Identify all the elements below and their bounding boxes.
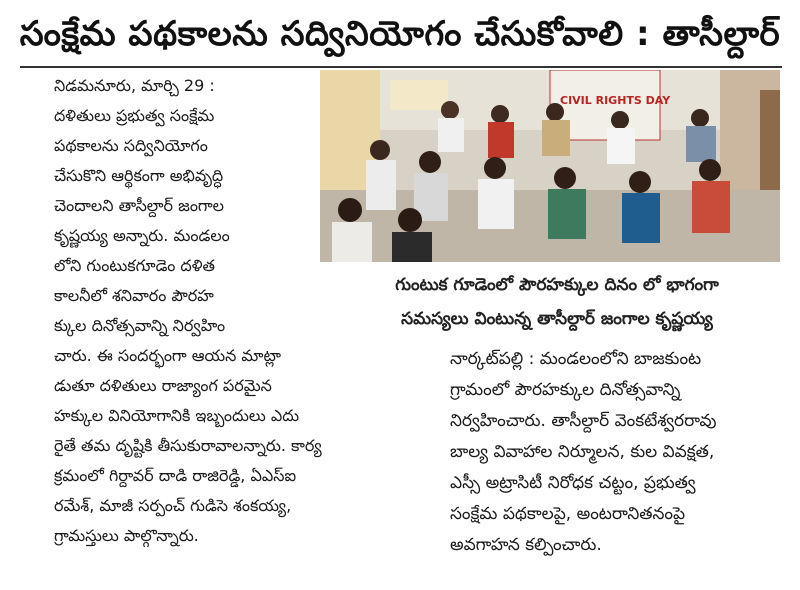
left-line: చారు. ఈ సందర్భంగా ఆయన మాట్లా — [54, 346, 281, 365]
left-line: గ్రామస్తులు పాల్గొన్నారు. — [54, 526, 199, 545]
left-line: చేసుకొని ఆర్థికంగా అభివృద్ధి — [54, 166, 224, 185]
right-line: నిర్వహించారు. తాసీల్దార్ వెంకటేశ్వరరావు — [450, 411, 717, 431]
headline-rule — [20, 66, 782, 68]
right-line: సంక్షేమ పథకాలపై, అంటరానితనంపై — [450, 504, 686, 524]
headline: సంక్షేమ పథకాలను సద్వినియోగం చేసుకోవాలి : తాసీల్దార్ — [19, 14, 781, 54]
left-line: కాలనీలో శనివారం పౌరహ — [54, 286, 214, 305]
right-line: ఎస్సీ అట్రాసిటీ నిరోధక చట్టం, ప్రభుత్వ — [450, 473, 696, 493]
left-line: క్కుల దినోత్సవాన్ని నిర్వహిం — [54, 316, 226, 335]
left-line: హక్కుల వినియోగానికి ఇబ్బందులు ఎదు — [54, 406, 300, 425]
news-photo — [320, 70, 780, 262]
left-line: రైతే తమ దృష్టికి తీసుకురావాలన్నారు. కార్య — [54, 436, 322, 455]
meeting-photo-illustration — [320, 70, 780, 262]
right-line: గ్రామంలో పౌరహక్కుల దినోత్సవాన్ని — [450, 380, 681, 400]
banner-text: CIVIL RIGHTS DAY — [560, 94, 671, 107]
left-line: క్రమంలో గిర్దావర్ దాడి రాజిరెడ్డి, ఏఎస్ఐ — [54, 466, 297, 485]
left-line: కృష్ణయ్య అన్నారు. మండలం — [54, 226, 230, 245]
caption-line: గుంటుక గూడెంలో పౌరహక్కుల దినం లో భాగంగా — [395, 275, 719, 295]
left-line: పథకాలను సద్వినియోగం — [54, 136, 208, 155]
right-line: బాల్య వివాహాల నిర్మూలన, కుల వివక్షత, — [450, 442, 715, 462]
caption-line: సమస్యలు వింటున్న తాసీల్దార్ జంగాల కృష్ణయ్య — [401, 309, 713, 329]
left-line: డుతూ దళితులు రాజ్యాంగ పరమైన — [54, 376, 272, 395]
left-line: దళితులు ప్రభుత్వ సంక్షేమ — [54, 106, 215, 125]
left-article-column — [54, 76, 336, 556]
right-article-column — [450, 344, 786, 561]
left-line: లోని గుంటుకగూడెం దళిత — [54, 256, 215, 275]
left-line: రమేశ్, మాజీ సర్పంచ్ గుడిసె శంకయ్య, — [54, 496, 292, 515]
photo-caption — [342, 268, 772, 336]
left-line: చెందాలని తాసీల్దార్ జంగాల — [54, 196, 225, 215]
left-line: నిడమనూరు, మార్చి 29 : — [54, 76, 215, 95]
right-line: అవగాహన కల్పించారు. — [450, 535, 602, 555]
right-line: నార్కట్‌పల్లి : మండలంలోని బాజకుంట — [450, 349, 702, 369]
